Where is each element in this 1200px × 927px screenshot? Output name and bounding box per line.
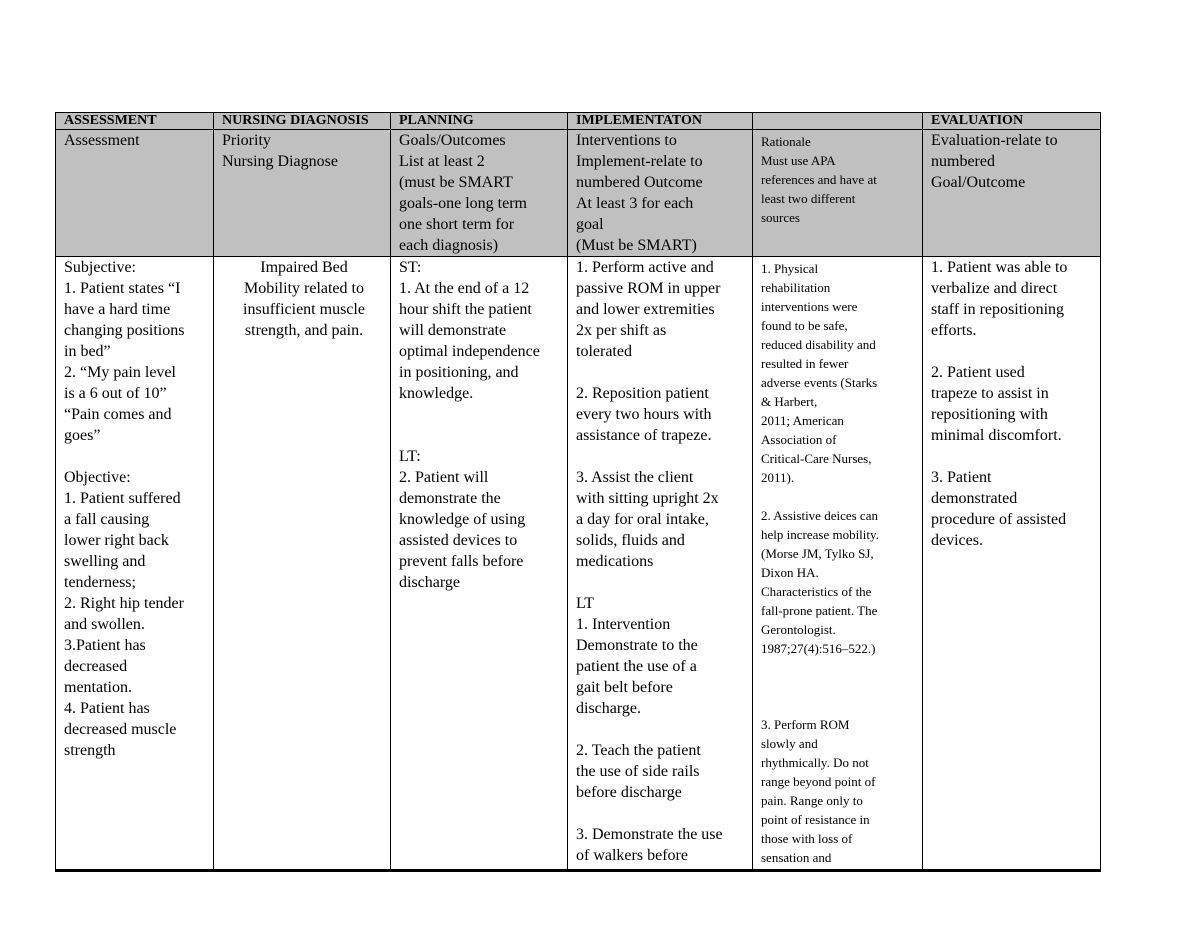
text-line: changing positions (64, 322, 185, 339)
text-line: Priority (222, 132, 271, 149)
text-line: Association of (761, 432, 837, 447)
text-line: 3. Perform ROM (761, 717, 850, 732)
text-line: ST: (399, 259, 422, 276)
text-line: demonstrate the (399, 490, 501, 507)
text-line (931, 341, 1100, 362)
text-line: the use of side rails (576, 763, 700, 780)
text-line: 2. Teach the patient (576, 742, 701, 759)
subheader-rationale (753, 130, 923, 257)
planning-text (399, 257, 567, 869)
text-line: 1. Patient states “I (64, 280, 181, 297)
text-line: Must use APA (761, 153, 836, 168)
text-line: medications (576, 553, 654, 570)
text-line: a day for oral intake, (576, 511, 709, 528)
header-implementation: IMPLEMENTATON (568, 113, 753, 130)
header-planning: PLANNING (391, 113, 568, 130)
text-line: and lower extremities (576, 301, 715, 318)
text-line: 2. Reposition patient (576, 385, 709, 402)
text-line (399, 425, 567, 446)
text-line: every two hours with (576, 406, 712, 423)
text-line: each diagnosis) (399, 237, 499, 254)
text-line: point of resistance in (761, 812, 870, 827)
header-evaluation: EVALUATION (923, 113, 1101, 130)
text-line: interventions were (761, 299, 858, 314)
text-line: Dixon HA. (761, 565, 819, 580)
text-line: At least 3 for each (576, 195, 694, 212)
rationale-cell (753, 257, 923, 872)
rationale-text (761, 259, 922, 871)
text-line (761, 677, 922, 696)
text-line: rhythmically. Do not (761, 755, 869, 770)
text-line (931, 446, 1100, 467)
nursing-diagnosis-text (218, 257, 390, 869)
assessment-cell (56, 257, 214, 872)
text-line: Mobility related to (244, 280, 364, 297)
text-line: 2. “My pain level (64, 364, 176, 381)
text-line: 3. Demonstrate the use (576, 826, 723, 843)
text-line: least two different (761, 191, 856, 206)
text-line: patient the use of a (576, 658, 697, 675)
text-line: strength, and pain. (244, 322, 364, 339)
text-line: gait belt before (576, 679, 673, 696)
subheader-planning (391, 130, 568, 257)
text-line (576, 719, 752, 740)
text-line: “Pain comes and (64, 406, 172, 423)
text-line: Nursing Diagnose (222, 153, 338, 170)
text-line: passive ROM in upper (576, 280, 721, 297)
text-line: verbalize and direct (931, 280, 1058, 297)
text-line: numbered Outcome (576, 174, 703, 191)
table-bottom-border (55, 869, 1101, 871)
text-line: decreased muscle (64, 721, 177, 738)
subheader-row (56, 130, 1101, 257)
text-line: in bed” (64, 343, 111, 360)
header-assessment: ASSESSMENT (56, 113, 214, 130)
text-line: Demonstrate to the (576, 637, 698, 654)
text-line: will demonstrate (399, 322, 507, 339)
text-line: knowledge of using (399, 511, 526, 528)
text-line: Evaluation-relate to (931, 132, 1058, 149)
text-line: hour shift the patient (399, 301, 532, 318)
text-line: with sitting upright 2x (576, 490, 719, 507)
text-line (64, 446, 213, 467)
text-line: efforts. (931, 322, 977, 339)
text-line: 3. Patient (931, 469, 992, 486)
header-rationale-blank (753, 113, 923, 130)
text-line: pain. Range only to (761, 793, 863, 808)
text-line: sensation and (761, 850, 832, 865)
text-line: Objective: (64, 469, 131, 486)
text-line: 2. Patient will (399, 469, 489, 486)
text-line: tolerated (576, 343, 632, 360)
text-line: assisted devices to (399, 532, 518, 549)
text-line: devices. (931, 532, 983, 549)
text-line: reduced disability and (761, 337, 876, 352)
text-line: one short term for (399, 216, 515, 233)
text-line: found to be safe, (761, 318, 848, 333)
text-line: 1. Patient was able to (931, 259, 1068, 276)
text-line: 4. Patient has (64, 700, 150, 717)
text-line (761, 696, 922, 715)
text-line: tenderness; (64, 574, 136, 591)
text-line: (must be SMART (399, 174, 513, 191)
text-line: (Morse JM, Tylko SJ, (761, 546, 874, 561)
implementation-cell (568, 257, 753, 872)
text-line: lower right back (64, 532, 169, 549)
text-line: is a 6 out of 10” (64, 385, 167, 402)
text-line: range beyond point of (761, 774, 876, 789)
text-line: 2011). (761, 470, 795, 485)
implementation-text (576, 257, 752, 869)
text-line: 2x per shift as (576, 322, 667, 339)
text-line: and swollen. (64, 616, 145, 633)
text-line: help increase mobility. (761, 527, 879, 542)
subheader-nursing-diagnosis (214, 130, 391, 257)
text-line: Assessment (64, 132, 140, 149)
text-line: & Harbert, (761, 394, 818, 409)
text-line: goal (576, 216, 604, 233)
text-line: a fall causing (64, 511, 150, 528)
text-line: in positioning, and (399, 364, 519, 381)
text-line (576, 803, 752, 824)
content-row (56, 257, 1101, 872)
text-line (576, 572, 752, 593)
text-line: goals-one long term (399, 195, 527, 212)
text-line: strength (64, 742, 116, 759)
text-line: Goal/Outcome (931, 174, 1026, 191)
text-line: 1987;27(4):516–522.) (761, 641, 876, 656)
text-line: 1. Physical (761, 261, 819, 276)
text-line: Characteristics of the (761, 584, 872, 599)
text-line: 2011; American (761, 413, 844, 428)
text-line: trapeze to assist in (931, 385, 1049, 402)
text-line: sources (761, 210, 800, 225)
text-line: slowly and (761, 736, 818, 751)
text-line: those with loss of (761, 831, 853, 846)
text-line: 3. Assist the client (576, 469, 694, 486)
text-line: rehabilitation (761, 280, 831, 295)
text-line: LT (576, 595, 595, 612)
text-line: swelling and (64, 553, 146, 570)
text-line: decreased (64, 658, 128, 675)
evaluation-cell (923, 257, 1101, 872)
nursing-diagnosis-cell (214, 257, 391, 872)
text-line: 1. At the end of a 12 (399, 280, 530, 297)
text-line: knowledge. (399, 385, 474, 402)
text-line: repositioning with (931, 406, 1048, 423)
text-line: of walkers before (576, 847, 688, 864)
text-line: references and have at (761, 172, 877, 187)
text-line: Critical-Care Nurses, (761, 451, 872, 466)
subheader-implementation (568, 130, 753, 257)
text-line: before discharge (576, 784, 682, 801)
subheader-evaluation (923, 130, 1101, 257)
care-plan-table (55, 112, 1101, 872)
text-line: resulted in fewer (761, 356, 849, 371)
text-line: discharge (399, 574, 461, 591)
text-line: Implement-relate to (576, 153, 703, 170)
text-line (576, 362, 752, 383)
text-line: 2. Right hip tender (64, 595, 184, 612)
text-line: Goals/Outcomes (399, 132, 506, 149)
text-line: goes” (64, 427, 101, 444)
text-line (761, 658, 922, 677)
text-line: discharge. (576, 700, 642, 717)
text-line: 2. Assistive deices can (761, 508, 878, 523)
text-line: procedure of assisted (931, 511, 1067, 528)
text-line: LT: (399, 448, 421, 465)
text-line (576, 446, 752, 467)
text-line: 1. Patient suffered (64, 490, 181, 507)
text-line: fall-prone patient. The (761, 603, 878, 618)
text-line: staff in repositioning (931, 301, 1065, 318)
text-line: assistance of trapeze. (576, 427, 712, 444)
text-line (761, 487, 922, 506)
text-line: Interventions to (576, 132, 677, 149)
text-line: minimal discomfort. (931, 427, 1062, 444)
text-line (399, 404, 567, 425)
text-line: adverse events (Starks (761, 375, 878, 390)
text-line: Gerontologist. (761, 622, 836, 637)
text-line: 1. Perform active and (576, 259, 714, 276)
planning-cell (391, 257, 568, 872)
text-line: 3.Patient has (64, 637, 146, 654)
text-line: prevent falls before (399, 553, 524, 570)
text-line: Subjective: (64, 259, 136, 276)
evaluation-text (931, 257, 1100, 869)
header-nursing-diagnosis: NURSING DIAGNOSIS (214, 113, 391, 130)
subheader-assessment (56, 130, 214, 257)
text-line: (Must be SMART) (576, 237, 697, 254)
text-line: List at least 2 (399, 153, 485, 170)
assessment-text (64, 257, 213, 869)
text-line: have a hard time (64, 301, 171, 318)
header-row (56, 113, 1101, 130)
text-line: mentation. (64, 679, 132, 696)
text-line: Rationale (761, 134, 811, 149)
text-line: numbered (931, 153, 995, 170)
text-line: insufficient muscle (243, 301, 365, 318)
text-line: 2. Patient used (931, 364, 1025, 381)
text-line: demonstrated (931, 490, 1018, 507)
text-line: Impaired Bed (260, 259, 348, 276)
text-line: optimal independence (399, 343, 540, 360)
text-line: 1. Intervention (576, 616, 671, 633)
text-line: solids, fluids and (576, 532, 685, 549)
